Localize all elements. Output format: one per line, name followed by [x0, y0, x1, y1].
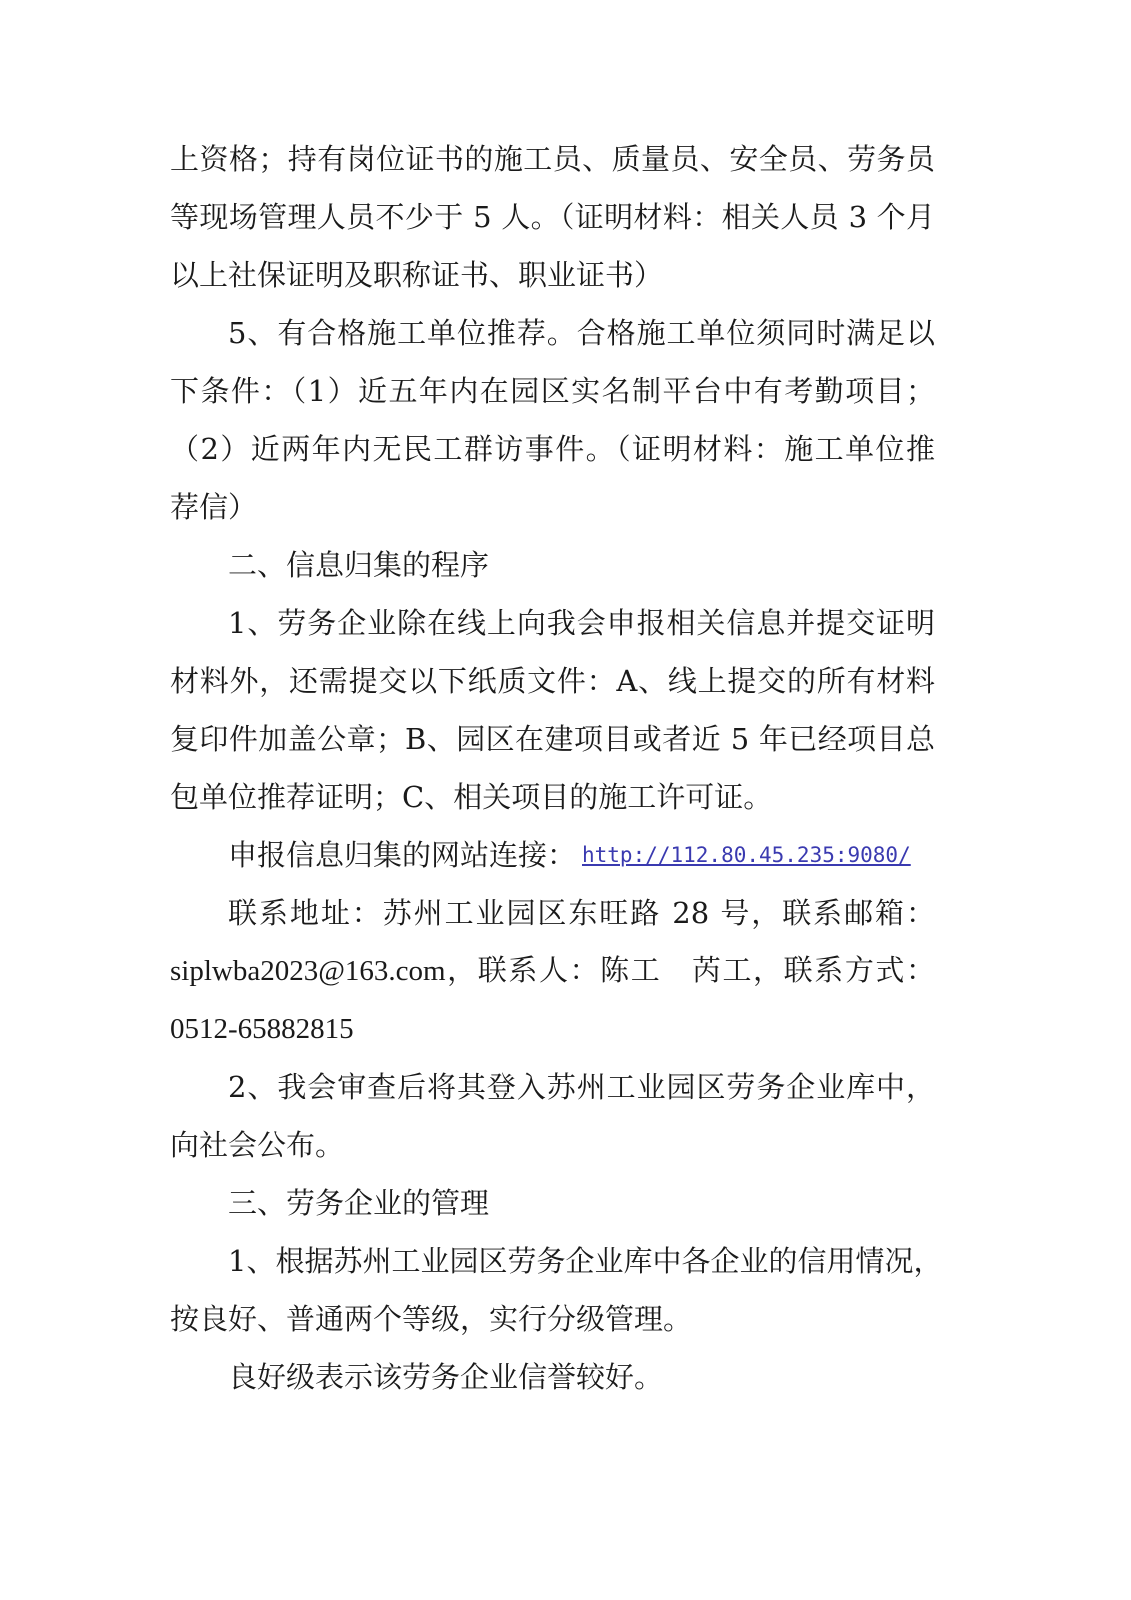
paragraph-line: （2）近两年内无民工群访事件。（证明材料：施工单位推 [170, 432, 935, 466]
paragraph-line: 按良好、普通两个等级，实行分级管理。 [170, 1302, 693, 1336]
paragraph-line: 良好级表示该劳务企业信誉较好。 [228, 1360, 664, 1394]
paragraph-line: 向社会公布。 [170, 1128, 345, 1162]
paragraph-line: 1、劳务企业除在线上向我会申报相关信息并提交证明 [228, 606, 935, 640]
paragraph-line: 下条件：（1）近五年内在园区实名制平台中有考勤项目； [170, 374, 935, 408]
contact-address-line: 联系地址：苏州工业园区东旺路 28 号，联系邮箱： [228, 896, 935, 930]
paragraph-line: 等现场管理人员不少于 5 人。（证明材料：相关人员 3 个月 [170, 200, 935, 234]
website-link[interactable]: http://112.80.45.235:9080/ [582, 843, 911, 867]
paragraph-line: 1、根据苏州工业园区劳务企业库中各企业的信用情况， [228, 1244, 943, 1278]
contact-email-line: siplwba2023@163.com，联系人：陈工 芮工，联系方式： [170, 955, 935, 987]
paragraph-line: 以上社保证明及职称证书、职业证书） [170, 258, 664, 292]
section-heading: 三、劳务企业的管理 [228, 1186, 490, 1220]
paragraph-line: 上资格；持有岗位证书的施工员、质量员、安全员、劳务员 [170, 142, 935, 176]
paragraph-line: 材料外，还需提交以下纸质文件：A、线上提交的所有材料 [170, 664, 935, 698]
paragraph-line: 包单位推荐证明；C、相关项目的施工许可证。 [170, 780, 773, 814]
paragraph-line: 5、有合格施工单位推荐。合格施工单位须同时满足以 [228, 316, 935, 350]
contact-phone-line: 0512-65882815 [170, 1013, 354, 1045]
paragraph-line: 荐信） [170, 490, 258, 524]
paragraph-line: 2、我会审查后将其登入苏州工业园区劳务企业库中， [228, 1070, 935, 1104]
paragraph-line: 复印件加盖公章；B、园区在建项目或者近 5 年已经项目总 [170, 722, 935, 756]
section-heading: 二、信息归集的程序 [228, 548, 490, 582]
website-label: 申报信息归集的网站连接： [228, 838, 577, 872]
